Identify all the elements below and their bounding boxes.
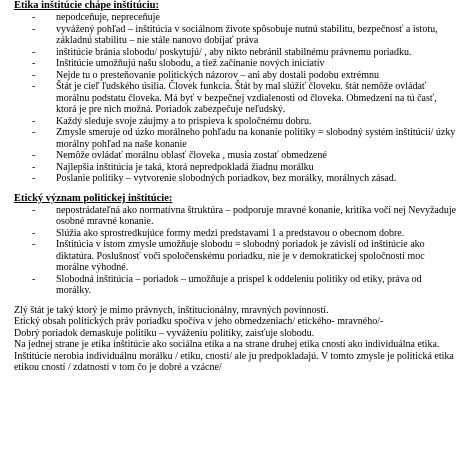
closing-line: Zlý štát je taký ktorý je mimo právnych, inštitucionálny, mravných povinností. — [14, 304, 329, 316]
list-item: - Inštitúcia v istom zmysle umožňuje slobodu = slobodný poriadok je závislí od inštitúcie ako diktatúra. Poslušnosť voči spoločenskému poriadku, nie je v demokratickej spoločnosti moc morálne výhodné. — [14, 239, 459, 274]
list-item: - Nejde tu o presteňovanie politických názorov – ani aby dostali podobu extrémnu — [14, 70, 459, 82]
closing-line: Dobrý poriadok demaskuje politiku – vyváženiu politiky, zaisťuje slobodu. — [14, 327, 315, 339]
list-item: - nepodceňuje, nepreceňuje — [14, 12, 459, 24]
list-item: - Inštitúcie umožňujú našu slobodu, a tiež začínanie nových iniciatív — [14, 58, 459, 70]
section2-heading: Etický význam politickej inštitúcie: — [14, 192, 173, 204]
list-item: - Poslanie politiky – vytvorenie slobodných poriadkov, bez morálky, morálnych zásad. — [14, 173, 459, 185]
list-item: - Najlepšia inštitúcia je taká, ktorá nepredpokladá žiadnu morálku — [14, 162, 459, 174]
list-item: - inštitúcie bránia slobodu/ poskytujú/ , aby nikto nebránil stabilnému právnemu poriadku. — [14, 47, 459, 59]
list-item: - Nemôže ovládať morálnu oblasť človeka , musia zostať obmedzené — [14, 150, 459, 162]
closing-paragraph: Na jednej strane je etika inštitúcie ako sociálna etika a na strane druhej etika cností ako individuálna etika. Inštitúcie nerobia individuálnu morálku / etiku, cnosti/ ale ju predpokladajú. V tomto zmysle je politická etika etikou cností / zdatností v tom čo je dobré a vzácne/ — [14, 339, 454, 373]
list-item: - Slúžia ako sprostredkujúce formy medzi predstavami 1 a predstavou o obecnom dobre. — [14, 228, 459, 240]
section2-list — [14, 205, 459, 297]
list-item: - Štát je cieľ ľudského úsilia. Človek funkcia. Štát by mal slúžiť človeku. štát nemôže ovládať morálnu podstatu človeka. Má byť v bezpečnej vzdialenosti od človeka. Obmedzení na tú časť, ktorá je pre nich možná. Poriadok zabezpečuje neľudský. — [14, 81, 459, 116]
document-page — [14, 0, 459, 374]
closing-line: Etický obsah politických práv poriadku spočíva v jeho obmedzeniach/ etického- mravného/- — [14, 316, 384, 327]
list-item: - nepostrádateľná ako normatívna štruktúra – podporuje mravné konanie, kritika voči nej Nevyžaduje osobné mravné konanie. — [14, 205, 459, 228]
list-item: - Slobodná inštitúcia – poriadok – umožňuje a prispel k oddeleniu politiky od etiky, práva od morálky. — [14, 274, 459, 297]
spacer — [14, 185, 459, 193]
spacer — [14, 297, 459, 305]
list-item: - vyvážený pohľad – inštitúcia v sociálnom živote spôsobuje nutnú stabilitu, bezpečnosť a istotu, základnú stabilitu – nie stále nanovo dobíjať práva — [14, 24, 459, 47]
list-item: - Zmysle smeruje od úzko morálneho pohľadu na konanie politiky = slobodný systém inštitúcií/ úzky morálny pohľad na naše konanie — [14, 127, 459, 150]
section1-list — [14, 12, 459, 185]
list-item: - Každý sleduje svoje záujmy a to prispieva k spoločnému dobru. — [14, 116, 459, 128]
section1-heading: Etika inštitúcie chápe inštitúciu: — [14, 0, 159, 11]
